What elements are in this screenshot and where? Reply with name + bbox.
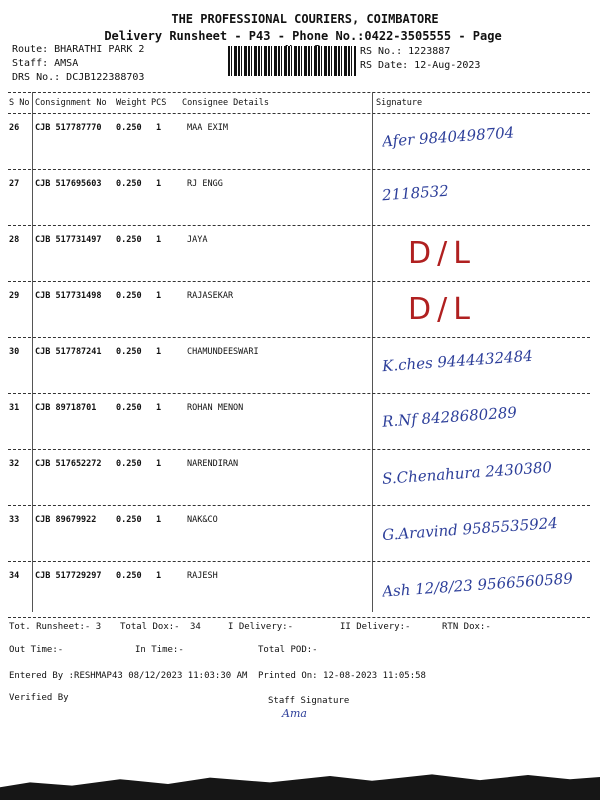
- barcode: [228, 46, 356, 76]
- row-weight: 0.250: [116, 179, 142, 189]
- row-weight: 0.250: [116, 291, 142, 301]
- runsheet-subtitle: Delivery Runsheet - P43 - Phone No.:0422-3505555 - Page: [104, 29, 502, 43]
- row-sno: 30: [9, 347, 20, 357]
- row-signature: D/L: [408, 292, 476, 327]
- row-sno: 32: [9, 459, 20, 469]
- printed-on: Printed On: 12-08-2023 11:05:58: [258, 671, 426, 681]
- row-pcs: 1: [156, 235, 162, 245]
- row-signature: G.Aravind 9585535924: [381, 513, 559, 545]
- row-consignment-no: CJB 89679922: [35, 515, 97, 525]
- row-divider: [8, 561, 590, 562]
- route-label: Route: BHARATHI PARK 2: [12, 44, 145, 55]
- column-header-consignee: Consignee Details: [182, 98, 269, 108]
- row-signature: 2118532: [381, 181, 450, 205]
- drs-number: DRS No.: DCJB122388703: [12, 72, 145, 83]
- row-divider: [8, 393, 590, 394]
- total-dox-label: Total Dox:-: [120, 622, 180, 632]
- row-divider: [8, 225, 590, 226]
- table-top-rule: [8, 92, 590, 93]
- row-consignment-no: CJB 517652272: [35, 459, 102, 469]
- column-divider: [372, 92, 373, 612]
- row-consignee: NAK&CO: [187, 515, 218, 525]
- column-divider: [32, 92, 33, 612]
- i-delivery: I Delivery:-: [228, 622, 294, 632]
- row-divider: [8, 449, 590, 450]
- staff-signature-label: Staff Signature: [268, 696, 350, 706]
- row-signature: Ash 12/8/23 9566560589: [381, 569, 574, 601]
- company-title: THE PROFESSIONAL COURIERS, COIMBATORE: [171, 12, 439, 26]
- row-weight: 0.250: [116, 347, 142, 357]
- row-sno: 31: [9, 403, 20, 413]
- total-dox-value: 34: [190, 622, 201, 632]
- row-divider: [8, 169, 590, 170]
- column-header-pcs: PCS: [151, 98, 167, 108]
- row-signature: R.Nf 8428680289: [381, 403, 518, 431]
- entered-by: Entered By :RESHMAP43 08/12/2023 11:03:30 AM: [9, 671, 248, 681]
- row-consignee: JAYA: [187, 235, 208, 245]
- rtn-dox: RTN Dox:-: [442, 622, 491, 632]
- row-weight: 0.250: [116, 235, 142, 245]
- row-signature: K.ches 9444432484: [381, 346, 534, 376]
- staff-label: Staff: AMSA: [12, 58, 79, 69]
- row-divider: [8, 617, 590, 618]
- row-signature: S.Chenahura 2430380: [381, 458, 553, 488]
- row-pcs: 1: [156, 403, 162, 413]
- ii-delivery: II Delivery:-: [340, 622, 411, 632]
- rs-number: RS No.: 1223887: [360, 46, 451, 57]
- row-pcs: 1: [156, 347, 162, 357]
- row-pcs: 1: [156, 123, 162, 133]
- verified-by: Verified By: [9, 693, 69, 703]
- row-consignee: RAJESH: [187, 571, 218, 581]
- row-pcs: 1: [156, 179, 162, 189]
- row-weight: 0.250: [116, 123, 142, 133]
- row-consignment-no: CJB 517787770: [35, 123, 102, 133]
- rs-date: RS Date: 12-Aug-2023: [360, 60, 481, 71]
- row-sno: 26: [9, 123, 20, 133]
- row-sno: 28: [9, 235, 20, 245]
- row-pcs: 1: [156, 515, 162, 525]
- row-consignment-no: CJB 517731498: [35, 291, 102, 301]
- row-divider: [8, 505, 590, 506]
- out-time: Out Time:-: [9, 645, 64, 655]
- row-consignee: RAJASEKAR: [187, 291, 234, 301]
- row-pcs: 1: [156, 291, 162, 301]
- row-weight: 0.250: [116, 571, 142, 581]
- staff-signature-mark: Ama: [282, 707, 307, 720]
- torn-edge: [0, 768, 600, 800]
- row-sno: 29: [9, 291, 20, 301]
- row-sno: 33: [9, 515, 20, 525]
- row-pcs: 1: [156, 459, 162, 469]
- row-consignee: ROHAN MENON: [187, 403, 244, 413]
- row-divider: [8, 281, 590, 282]
- row-consignment-no: CJB 517787241: [35, 347, 102, 357]
- total-pod: Total POD:-: [258, 645, 318, 655]
- row-divider: [8, 337, 590, 338]
- row-consignment-no: CJB 517731497: [35, 235, 102, 245]
- column-header-signature: Signature: [376, 98, 423, 108]
- row-sno: 34: [9, 571, 20, 581]
- row-sno: 27: [9, 179, 20, 189]
- column-header-sno: S No: [9, 98, 30, 108]
- row-consignment-no: CJB 517695603: [35, 179, 102, 189]
- row-signature: D/L: [408, 236, 476, 271]
- row-consignee: MAA EXIM: [187, 123, 228, 133]
- table-header-rule: [8, 113, 590, 114]
- row-weight: 0.250: [116, 403, 142, 413]
- row-consignment-no: CJB 517729297: [35, 571, 102, 581]
- in-time: In Time:-: [135, 645, 184, 655]
- row-weight: 0.250: [116, 515, 142, 525]
- row-consignment-no: CJB 89718701: [35, 403, 97, 413]
- row-consignee: CHAMUNDEESWARI: [187, 347, 259, 357]
- column-header-weight: Weight: [116, 98, 147, 108]
- total-runsheet: Tot. Runsheet:- 3: [9, 622, 102, 632]
- row-pcs: 1: [156, 571, 162, 581]
- row-consignee: NARENDIRAN: [187, 459, 239, 469]
- column-header-consignment: Consignment No: [35, 98, 107, 108]
- row-consignee: RJ ENGG: [187, 179, 223, 189]
- row-weight: 0.250: [116, 459, 142, 469]
- row-signature: Afer 9840498704: [381, 123, 515, 151]
